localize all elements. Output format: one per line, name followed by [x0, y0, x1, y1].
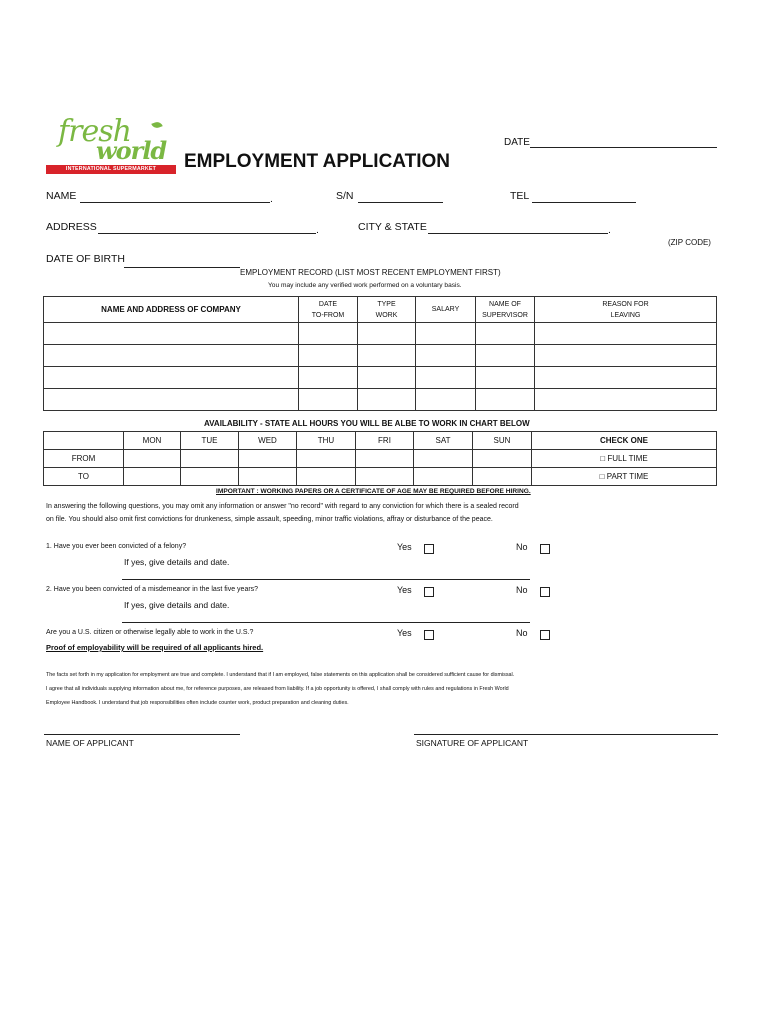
- cell[interactable]: [358, 345, 416, 367]
- statement-line3: Employee Handbook. I understand that job responsibilities often include counter work, product preparation and cleaning duties.: [46, 700, 349, 706]
- applicant-name-label: NAME OF APPLICANT: [46, 738, 134, 748]
- logo-fresh-text: fresh: [58, 114, 131, 149]
- employment-table: [43, 296, 717, 411]
- name-label: NAME: [46, 190, 77, 202]
- table-row: [44, 345, 717, 367]
- table-row: [44, 367, 717, 389]
- col-supervisor: [476, 297, 535, 323]
- cell[interactable]: [356, 450, 414, 468]
- to-label: TO: [44, 468, 124, 486]
- address-field[interactable]: [98, 233, 316, 234]
- city-state-field[interactable]: [428, 233, 608, 234]
- cell[interactable]: [476, 367, 535, 389]
- date-field[interactable]: [530, 147, 717, 148]
- city-suffix: .: [608, 224, 611, 236]
- cell[interactable]: [473, 468, 532, 486]
- cell[interactable]: [473, 450, 532, 468]
- cell[interactable]: [535, 323, 717, 345]
- citizen-no-checkbox[interactable]: [540, 630, 550, 640]
- cell[interactable]: [416, 345, 476, 367]
- employment-note: You may include any verified work performed on a voluntary basis.: [268, 282, 462, 289]
- proof-note: Proof of employability will be required of all applicants hired.: [46, 643, 264, 652]
- blank-cell: [44, 432, 124, 450]
- signature-label: SIGNATURE OF APPLICANT: [416, 738, 529, 748]
- cell[interactable]: [239, 450, 297, 468]
- cell[interactable]: [297, 450, 356, 468]
- day-sun: SUN: [473, 432, 532, 450]
- misdemeanor-yes-checkbox[interactable]: [424, 587, 434, 597]
- cell[interactable]: [299, 345, 358, 367]
- no-label: No: [516, 628, 528, 638]
- sn-field[interactable]: [358, 202, 443, 203]
- yes-label: Yes: [397, 628, 412, 638]
- check-one-header: CHECK ONE: [532, 432, 717, 450]
- cell[interactable]: [414, 450, 473, 468]
- cell[interactable]: [358, 389, 416, 411]
- instructions-line1: In answering the following questions, you may omit any information or answer "no record" with regard to any conviction for which there is a sealed record: [46, 503, 519, 510]
- cell[interactable]: [299, 367, 358, 389]
- cell[interactable]: [476, 389, 535, 411]
- col-supervisor-line1: NAME OF: [489, 300, 521, 308]
- cell[interactable]: [44, 323, 299, 345]
- col-reason-line1: REASON FOR: [602, 300, 649, 308]
- name-suffix: .: [270, 193, 273, 205]
- day-fri: FRI: [356, 432, 414, 450]
- tel-label: TEL: [510, 190, 530, 202]
- col-reason: [535, 297, 717, 323]
- part-time-label: PART TIME: [606, 472, 649, 481]
- misdemeanor-no-checkbox[interactable]: [540, 587, 550, 597]
- col-date: [299, 297, 358, 323]
- name-field[interactable]: [80, 202, 270, 203]
- felony-details-field[interactable]: [122, 579, 530, 580]
- important-note: IMPORTANT : WORKING PAPERS OR A CERTIFICATE OF AGE MAY BE REQUIRED BEFORE HIRING.: [216, 488, 531, 495]
- logo-tagline: INTERNATIONAL SUPERMARKET: [46, 165, 176, 174]
- no-label: No: [516, 585, 528, 595]
- felony-no-checkbox[interactable]: [540, 544, 550, 554]
- statement-line1: The facts set forth in my application for employment are true and complete. I understand that if I am employed, false statements on this application shall be considered sufficient cause for dismissal.: [46, 672, 515, 678]
- cell[interactable]: [297, 468, 356, 486]
- cell[interactable]: [416, 389, 476, 411]
- col-type-line2: WORK: [375, 311, 398, 319]
- employment-heading: EMPLOYMENT RECORD (LIST MOST RECENT EMPLOYMENT FIRST): [240, 268, 501, 277]
- applicant-name-field[interactable]: [44, 734, 240, 735]
- checkbox-icon[interactable]: □: [599, 472, 605, 481]
- signature-field[interactable]: [414, 734, 718, 735]
- col-supervisor-line2: SUPERVISOR: [482, 311, 528, 319]
- col-date-line2: TO-FROM: [311, 311, 345, 319]
- tel-field[interactable]: [532, 202, 636, 203]
- statement-line2: I agree that all individuals supplying information about me, for reference purposes, are released from liability. If a job opportunity is offered, I shall comply with rules and regulations in Fresh World: [46, 686, 509, 692]
- cell[interactable]: [416, 367, 476, 389]
- cell[interactable]: [124, 450, 181, 468]
- yes-label: Yes: [397, 542, 412, 552]
- day-tue: TUE: [181, 432, 239, 450]
- misdemeanor-details-field[interactable]: [122, 622, 530, 623]
- day-thu: THU: [297, 432, 356, 450]
- cell[interactable]: [239, 468, 297, 486]
- cell[interactable]: [416, 323, 476, 345]
- dob-label: DATE OF BIRTH: [46, 253, 125, 265]
- cell[interactable]: [299, 389, 358, 411]
- from-label: FROM: [44, 450, 124, 468]
- col-reason-line2: LEAVING: [610, 311, 641, 319]
- cell[interactable]: [535, 389, 717, 411]
- cell[interactable]: [181, 468, 239, 486]
- day-sat: SAT: [414, 432, 473, 450]
- city-state-label: CITY & STATE: [358, 221, 427, 233]
- felony-yes-checkbox[interactable]: [424, 544, 434, 554]
- cell[interactable]: [358, 323, 416, 345]
- table-row: [44, 389, 717, 411]
- availability-table: [43, 431, 717, 486]
- dob-field[interactable]: [124, 267, 240, 268]
- day-wed: WED: [239, 432, 297, 450]
- day-mon: MON: [124, 432, 181, 450]
- cell[interactable]: [356, 468, 414, 486]
- details-prompt: If yes, give details and date.: [124, 557, 230, 567]
- address-label: ADDRESS: [46, 221, 97, 233]
- question-misdemeanor: 2. Have you been convicted of a misdemeanor in the last five years?: [46, 586, 259, 593]
- cell[interactable]: [44, 367, 299, 389]
- no-label: No: [516, 542, 528, 552]
- cell[interactable]: [124, 468, 181, 486]
- page-title: EMPLOYMENT APPLICATION: [184, 151, 450, 172]
- question-felony: 1. Have you ever been convicted of a felony?: [46, 543, 187, 550]
- cell[interactable]: [476, 323, 535, 345]
- cell[interactable]: [358, 367, 416, 389]
- zip-code-label: (ZIP CODE): [668, 238, 711, 247]
- cell[interactable]: [299, 323, 358, 345]
- part-time-option[interactable]: [532, 468, 717, 486]
- leaf-icon: [151, 120, 162, 129]
- col-type-line1: TYPE: [377, 300, 396, 308]
- date-label: DATE: [504, 137, 530, 148]
- cell[interactable]: [44, 389, 299, 411]
- col-type: [358, 297, 416, 323]
- yes-label: Yes: [397, 585, 412, 595]
- cell[interactable]: [44, 345, 299, 367]
- address-suffix: .: [316, 224, 319, 236]
- col-salary: SALARY: [416, 297, 476, 323]
- fresh-world-logo: [40, 116, 178, 176]
- cell[interactable]: [476, 345, 535, 367]
- full-time-label: FULL TIME: [607, 454, 648, 463]
- sn-label: S/N: [336, 190, 354, 202]
- availability-heading: AVAILABILITY - STATE ALL HOURS YOU WILL BE ALBE TO WORK IN CHART BELOW: [204, 419, 530, 428]
- cell[interactable]: [414, 468, 473, 486]
- logo-world-text: world: [96, 136, 167, 165]
- cell[interactable]: [535, 367, 717, 389]
- full-time-option[interactable]: [532, 450, 717, 468]
- instructions-line2: on file. You should also omit first convictions for drunkeness, simple assault, speeding, minor traffic violations, affray or disturbance of the peace.: [46, 516, 493, 523]
- col-company: NAME AND ADDRESS OF COMPANY: [44, 297, 299, 323]
- cell[interactable]: [535, 345, 717, 367]
- question-citizen: Are you a U.S. citizen or otherwise legally able to work in the U.S.?: [46, 629, 254, 636]
- table-row: [44, 323, 717, 345]
- col-date-line1: DATE: [318, 300, 338, 308]
- cell[interactable]: [181, 450, 239, 468]
- citizen-yes-checkbox[interactable]: [424, 630, 434, 640]
- details-prompt: If yes, give details and date.: [124, 600, 230, 610]
- checkbox-icon[interactable]: □: [600, 454, 606, 463]
